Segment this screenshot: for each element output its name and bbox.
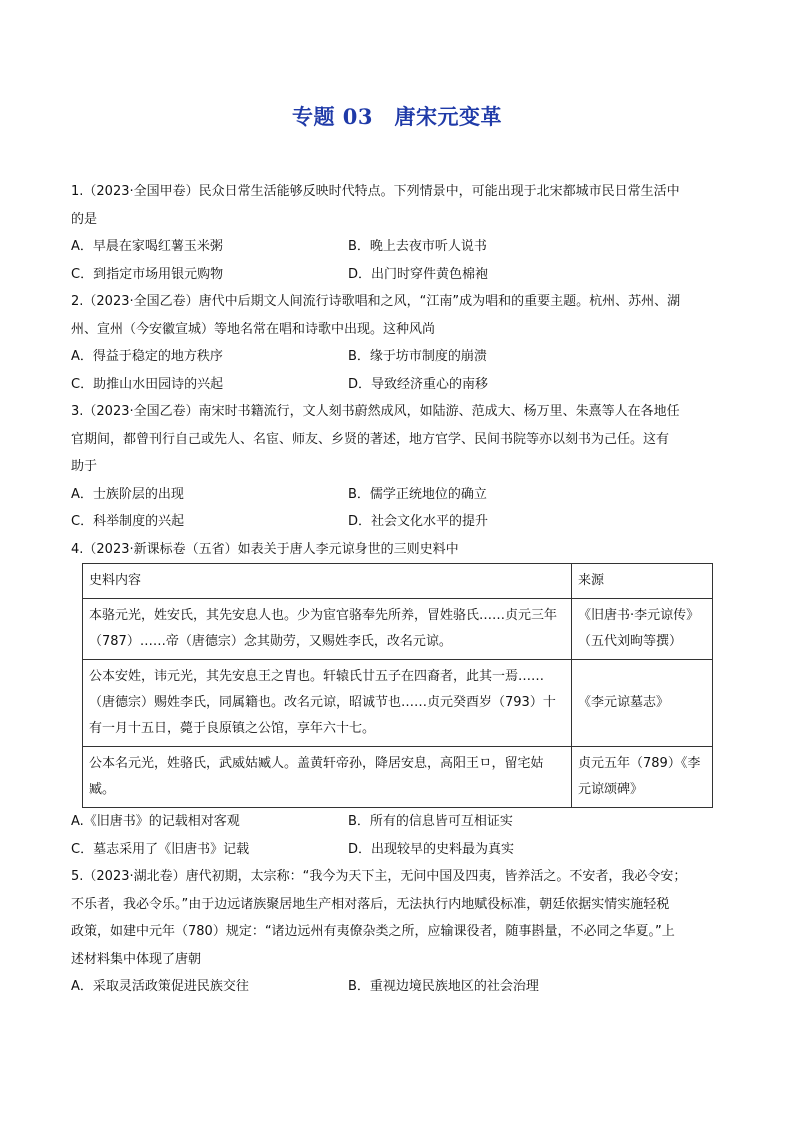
option-d: D．导致经济重心的南移 — [348, 376, 489, 392]
option-c: C．科举制度的兴起 — [71, 514, 185, 529]
question-1 — [71, 178, 721, 288]
table-cell-content: 公本名元光，姓骆氏，武威姑臧人。盖黄轩帝孙，降居安息，高阳王ㅁ，留宅姑臧。 — [83, 747, 572, 808]
table-cell-content: 本骆元光，姓安氏，其先安息人也。少为宦官骆奉先所养，冒姓骆氏……贞元三年（787）……帝（唐德宗）念其勋劳，又赐姓李氏，改名元谅。 — [83, 599, 572, 660]
question-3 — [71, 398, 721, 536]
option-b: B．重视边境民族地区的社会治理 — [348, 979, 539, 994]
question-stem-line: 的是 — [71, 211, 98, 227]
question-stem-line: 述材料集中体现了唐朝 — [71, 951, 202, 967]
table-cell-content: 公本安姓，讳元光，其先安息王之胄也。轩辕氏廿五子在四裔者，此其一焉……（唐德宗）赐姓李氏，同属籍也。改名元谅，昭诚节也……贞元癸酉岁（793）十有一月十五日，薨于良原镇之公馆，享年六十七。 — [83, 660, 572, 747]
question-2 — [71, 288, 721, 398]
table-header-content: 史料内容 — [83, 564, 572, 599]
question-stem-line: 3.（2023·全国乙卷）南宋时书籍流行，文人刻书蔚然成风，如陆游、范成大、杨万里、朱熹等人在各地任 — [71, 404, 680, 419]
question-stem-line: 4.（2023·新课标卷（五省）如表关于唐人李元谅身世的三则史料中 — [71, 541, 459, 557]
option-a: A.《旧唐书》的记载相对客观 — [71, 814, 240, 829]
table-row — [83, 599, 713, 660]
question-stem-line: 不乐者，我必令乐。”由于边远诸族聚居地生产相对落后，无法执行内地赋役标准，朝廷依据实情实施轻税 — [71, 896, 670, 912]
option-d: D．社会文化水平的提升 — [348, 514, 489, 529]
table-header-source: 来源 — [572, 564, 713, 599]
table-header-row — [83, 564, 713, 599]
option-a: A．采取灵活政策促进民族交往 — [71, 979, 249, 994]
question-stem-line: 政策，如建中元年（780）规定：“诸边远州有夷僚杂类之所，应输课役者，随事斟量，不必同之华夏。”上 — [71, 924, 675, 939]
table-cell-source: 《旧唐书·李元谅传》（五代刘昫等撰） — [572, 599, 713, 660]
option-c: C．到指定市场用银元购物 — [71, 266, 224, 282]
option-c: C．墓志采用了《旧唐书》记载 — [71, 841, 250, 857]
question-4 — [71, 536, 721, 864]
question-stem-line: 2.（2023·全国乙卷）唐代中后期文人间流行诗歌唱和之风，“江南”成为唱和的重要主题。杭州、苏州、湖 — [71, 294, 681, 309]
question-stem-line: 州、宣州（今安徽宣城）等地名常在唱和诗歌中出现。这种风尚 — [71, 321, 436, 337]
option-b: B．所有的信息皆可互相证实 — [348, 814, 513, 829]
option-a: A．士族阶层的出现 — [71, 486, 184, 502]
question-5 — [71, 863, 721, 1001]
table-cell-source: 贞元五年（789）《李元谅颂碑》 — [572, 747, 713, 808]
question-stem-line: 官期间，都曾刊行自己或先人、名宦、师友、乡贤的著述，地方官学、民间书院等亦以刻书为己任。这有 — [71, 431, 670, 447]
option-b: B．晚上去夜市听人说书 — [348, 239, 487, 254]
page-title: 专题 03 唐宋元变革 — [291, 104, 503, 129]
option-b: B．缘于坊市制度的崩溃 — [348, 349, 487, 364]
question-stem-line: 5.（2023·湖北卷）唐代初期，太宗称：“我今为天下主，无问中国及四夷，皆养活之。不安者，我必令安； — [71, 869, 687, 884]
option-d: D．出门时穿件黄色棉袍 — [348, 266, 489, 282]
option-c: C．助推山水田园诗的兴起 — [71, 376, 224, 392]
table-row — [83, 747, 713, 808]
table-row — [83, 660, 713, 747]
option-a: A．早晨在家喝红薯玉米粥 — [71, 239, 223, 254]
option-b: B．儒学正统地位的确立 — [348, 486, 487, 502]
source-table — [82, 563, 713, 808]
question-list — [71, 178, 721, 1001]
option-d: D．出现较早的史料最为真实 — [348, 841, 515, 857]
option-a: A．得益于稳定的地方秩序 — [71, 349, 223, 364]
table-cell-source: 《李元谅墓志》 — [572, 660, 713, 747]
question-stem-line: 1.（2023·全国甲卷）民众日常生活能够反映时代特点。下列情景中，可能出现于北宋都城市民日常生活中 — [71, 184, 680, 199]
question-stem-line: 助于 — [71, 459, 98, 474]
